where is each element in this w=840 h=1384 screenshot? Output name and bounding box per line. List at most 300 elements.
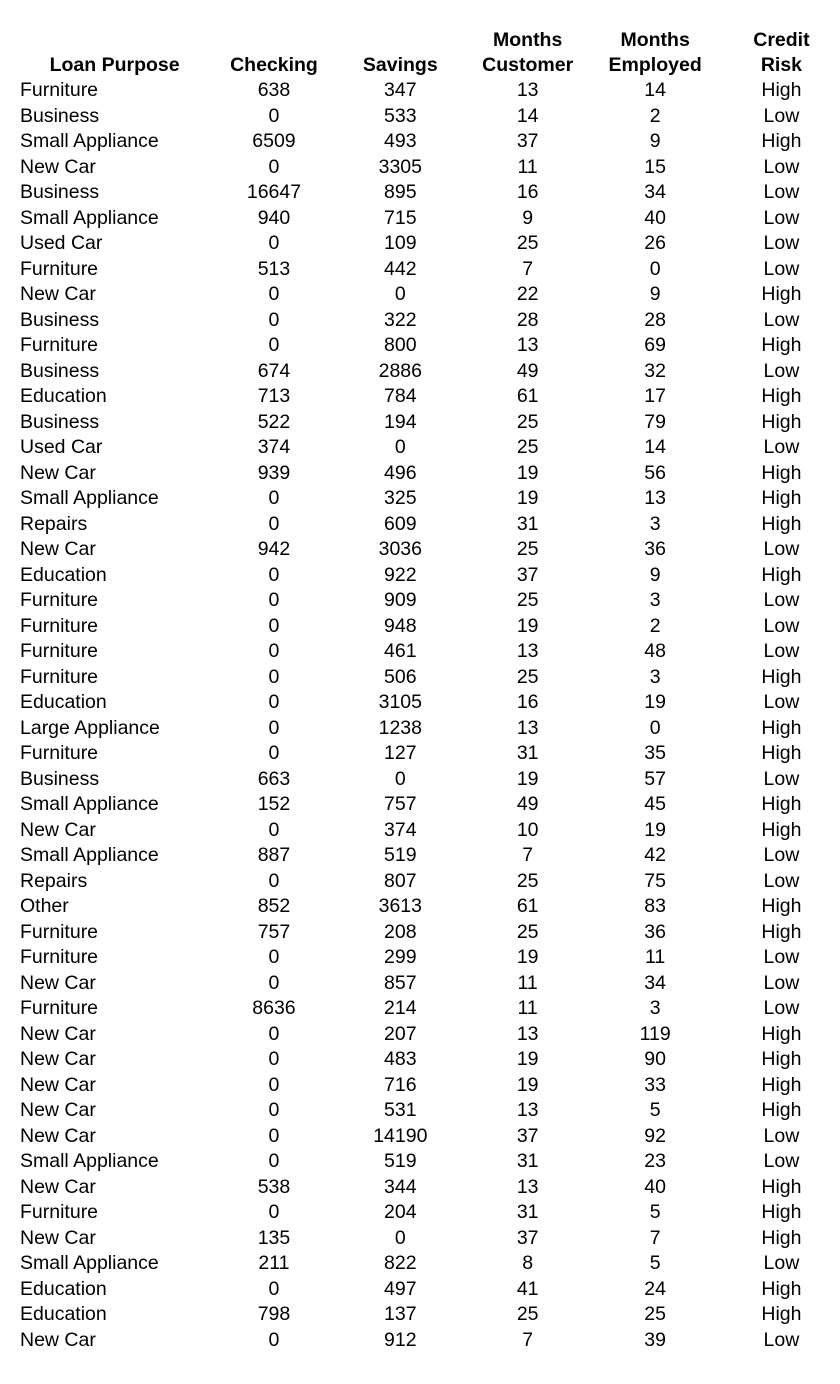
months-employed-cell: 23 <box>644 1150 666 1172</box>
credit-risk-cell: Low <box>763 308 800 331</box>
table-row <box>14 129 840 155</box>
loan-purpose-cell: Furniture <box>20 1201 99 1223</box>
savings-cell: 497 <box>384 1277 417 1300</box>
table-body <box>14 78 840 1353</box>
savings-cell: 14190 <box>373 1124 428 1147</box>
checking-cell: 0 <box>268 334 280 356</box>
table-row <box>14 333 840 359</box>
months-customer-cell: 11 <box>517 997 538 1019</box>
loan-purpose-cell: New Car <box>20 1124 96 1147</box>
checking-cell: 513 <box>257 257 291 280</box>
months-customer-cell: 61 <box>516 385 539 407</box>
months-employed-cell: 45 <box>644 793 666 815</box>
months-employed-cell: 34 <box>644 181 666 203</box>
months-customer-cell: 19 <box>516 767 539 790</box>
loan-purpose-cell: Business <box>20 359 100 382</box>
table-row <box>14 155 840 181</box>
savings-cell: 506 <box>384 665 417 688</box>
header-checking: Checking <box>230 54 318 76</box>
months-employed-cell: 34 <box>644 971 666 994</box>
savings-cell: 299 <box>384 946 417 968</box>
savings-cell: 204 <box>384 1201 417 1223</box>
credit-risk-cell: High <box>761 487 802 509</box>
months-employed-cell: 32 <box>644 359 666 382</box>
loan-purpose-cell: Small Appliance <box>20 1150 159 1172</box>
checking-cell: 638 <box>257 79 291 101</box>
table-row <box>14 1226 840 1252</box>
months-customer-cell: 16 <box>516 181 539 203</box>
months-customer-cell: 10 <box>516 818 539 841</box>
savings-cell: 757 <box>384 793 417 815</box>
loan-purpose-cell: Other <box>20 895 69 917</box>
months-employed-cell: 92 <box>644 1124 666 1147</box>
table-row <box>14 716 840 742</box>
savings-cell: 214 <box>384 997 417 1019</box>
savings-cell: 519 <box>384 1150 417 1172</box>
table-row <box>14 690 840 716</box>
savings-cell: 442 <box>384 257 417 280</box>
months-customer-cell: 13 <box>516 640 539 662</box>
loan-purpose-cell: New Car <box>20 971 96 994</box>
table-row <box>14 945 840 971</box>
savings-cell: 347 <box>384 79 417 101</box>
credit-risk-cell: High <box>761 742 802 764</box>
loan-purpose-cell: Large Appliance <box>20 716 160 739</box>
months-employed-cell: 5 <box>649 1201 661 1223</box>
checking-cell: 0 <box>268 1073 280 1096</box>
months-employed-cell: 25 <box>644 1303 666 1325</box>
savings-cell: 322 <box>384 308 417 331</box>
checking-cell: 674 <box>257 359 291 382</box>
months-customer-cell: 7 <box>522 844 534 866</box>
loan-purpose-cell: Small Appliance <box>20 844 159 866</box>
checking-cell: 0 <box>268 818 280 841</box>
loan-purpose-cell: Business <box>20 181 100 203</box>
table-row <box>14 996 840 1022</box>
loan-purpose-cell: New Car <box>20 461 96 484</box>
table-row <box>14 180 840 206</box>
table-row <box>14 792 840 818</box>
checking-cell: 0 <box>268 308 280 331</box>
checking-cell: 663 <box>257 767 291 790</box>
checking-cell: 939 <box>257 461 291 484</box>
table-row <box>14 359 840 385</box>
months-customer-cell: 13 <box>516 79 539 101</box>
months-employed-cell: 9 <box>649 283 661 305</box>
credit-risk-cell: Low <box>763 232 800 254</box>
table-row <box>14 435 840 461</box>
savings-cell: 0 <box>394 1226 406 1249</box>
checking-cell: 0 <box>268 563 280 586</box>
savings-cell: 716 <box>384 1073 417 1096</box>
months-customer-cell: 37 <box>516 563 539 586</box>
table-row <box>14 206 840 232</box>
checking-cell: 798 <box>257 1303 291 1325</box>
loan-purpose-cell: New Car <box>20 1328 96 1351</box>
loan-purpose-cell: Repairs <box>20 869 88 892</box>
savings-cell: 609 <box>384 512 417 535</box>
loan-purpose-cell: New Car <box>20 1226 96 1249</box>
months-customer-cell: 14 <box>516 104 539 127</box>
table-row <box>14 1175 840 1201</box>
loan-purpose-cell: New Car <box>20 538 96 560</box>
loan-purpose-cell: Education <box>20 563 107 586</box>
months-customer-cell: 37 <box>516 1226 539 1249</box>
credit-risk-cell: High <box>761 130 802 152</box>
table-row <box>14 1149 840 1175</box>
loan-purpose-cell: New Car <box>20 1022 96 1045</box>
header-loan-purpose: Loan Purpose <box>49 54 180 76</box>
checking-cell: 0 <box>268 1201 280 1223</box>
credit-risk-cell: Low <box>763 155 800 178</box>
months-employed-cell: 33 <box>644 1073 666 1096</box>
credit-risk-cell: Low <box>763 538 800 560</box>
months-customer-cell: 31 <box>516 512 539 535</box>
table-row <box>14 1022 840 1048</box>
loan-purpose-cell: New Car <box>20 1048 96 1070</box>
loan-purpose-cell: Repairs <box>20 512 88 535</box>
savings-cell: 519 <box>384 844 417 866</box>
checking-cell: 0 <box>268 869 280 892</box>
months-employed-cell: 36 <box>644 538 666 560</box>
months-customer-cell: 11 <box>517 971 538 994</box>
loan-purpose-cell: Furniture <box>20 334 99 356</box>
checking-cell: 0 <box>268 1022 280 1045</box>
months-employed-cell: 11 <box>645 946 666 968</box>
credit-risk-cell: High <box>761 818 802 841</box>
months-customer-cell: 28 <box>516 308 539 331</box>
credit-risk-cell: Low <box>763 589 800 611</box>
credit-risk-cell: High <box>761 461 802 484</box>
credit-risk-cell: Low <box>763 997 800 1019</box>
months-customer-cell: 7 <box>522 1328 534 1351</box>
months-customer-cell: 25 <box>516 436 539 458</box>
loan-data-table <box>14 28 840 1353</box>
months-employed-cell: 13 <box>644 487 666 509</box>
savings-cell: 2886 <box>378 359 422 382</box>
months-customer-cell: 25 <box>516 1303 539 1325</box>
months-customer-cell: 19 <box>516 614 539 637</box>
credit-risk-cell: High <box>761 1022 802 1045</box>
checking-cell: 538 <box>257 1175 291 1198</box>
months-employed-cell: 2 <box>649 614 661 637</box>
loan-purpose-cell: New Car <box>20 1073 96 1096</box>
months-customer-cell: 31 <box>516 742 539 764</box>
loan-purpose-cell: Furniture <box>20 920 99 943</box>
savings-cell: 325 <box>384 487 417 509</box>
savings-cell: 3105 <box>378 691 422 713</box>
table-row <box>14 614 840 640</box>
loan-purpose-cell: Small Appliance <box>20 1252 159 1274</box>
months-employed-cell: 0 <box>649 257 661 280</box>
months-employed-cell: 19 <box>644 818 666 841</box>
months-employed-cell: 83 <box>644 895 666 917</box>
months-employed-cell: 15 <box>644 155 666 178</box>
credit-risk-cell: Low <box>763 946 800 968</box>
credit-risk-cell: Low <box>763 1124 800 1147</box>
checking-cell: 8636 <box>252 997 296 1019</box>
months-employed-cell: 75 <box>644 869 666 892</box>
months-customer-cell: 37 <box>516 130 539 152</box>
savings-cell: 374 <box>384 818 417 841</box>
months-employed-cell: 0 <box>649 716 661 739</box>
loan-purpose-cell: Education <box>20 1303 107 1325</box>
months-customer-cell: 25 <box>516 538 539 560</box>
savings-cell: 533 <box>384 104 417 127</box>
header-savings: Savings <box>362 54 438 76</box>
months-employed-cell: 79 <box>644 410 666 433</box>
table-row <box>14 741 840 767</box>
months-employed-cell: 7 <box>649 1226 661 1249</box>
months-customer-cell: 7 <box>522 257 534 280</box>
months-employed-cell: 35 <box>644 742 666 764</box>
months-customer-cell: 13 <box>516 1022 539 1045</box>
months-customer-cell: 25 <box>516 920 539 943</box>
savings-cell: 807 <box>384 869 417 892</box>
months-customer-cell: 49 <box>516 793 539 815</box>
loan-purpose-cell: Furniture <box>20 640 99 662</box>
table-row <box>14 1302 840 1328</box>
header-months-employed: Months Employed <box>608 29 702 76</box>
loan-purpose-cell: New Car <box>20 1099 96 1121</box>
months-employed-cell: 48 <box>644 640 666 662</box>
credit-risk-cell: High <box>761 1226 802 1249</box>
table-row <box>14 843 840 869</box>
table-row <box>14 971 840 997</box>
months-customer-cell: 19 <box>516 461 539 484</box>
checking-cell: 0 <box>268 283 280 305</box>
table-row <box>14 1047 840 1073</box>
savings-cell: 461 <box>384 640 417 662</box>
months-customer-cell: 41 <box>516 1277 539 1300</box>
loan-purpose-cell: Business <box>20 308 100 331</box>
checking-cell: 135 <box>257 1226 291 1249</box>
months-employed-cell: 69 <box>644 334 666 356</box>
months-employed-cell: 90 <box>644 1048 666 1070</box>
checking-cell: 152 <box>257 793 291 815</box>
credit-risk-cell: Low <box>763 257 800 280</box>
checking-cell: 757 <box>257 920 291 943</box>
months-employed-cell: 9 <box>649 563 661 586</box>
savings-cell: 715 <box>384 206 417 229</box>
loan-purpose-cell: Small Appliance <box>20 206 159 229</box>
savings-cell: 483 <box>384 1048 417 1070</box>
credit-risk-cell: High <box>761 895 802 917</box>
months-employed-cell: 9 <box>649 130 661 152</box>
months-customer-cell: 13 <box>516 716 539 739</box>
months-employed-cell: 42 <box>644 844 666 866</box>
credit-risk-cell: High <box>761 512 802 535</box>
checking-cell: 0 <box>268 1048 280 1070</box>
months-employed-cell: 3 <box>649 665 661 688</box>
savings-cell: 1238 <box>378 716 422 739</box>
table-row <box>14 894 840 920</box>
credit-risk-cell: Low <box>763 691 800 713</box>
credit-risk-cell: Low <box>763 1252 800 1274</box>
months-customer-cell: 13 <box>516 1175 539 1198</box>
table-row <box>14 639 840 665</box>
months-customer-cell: 25 <box>516 589 539 611</box>
credit-risk-cell: High <box>761 283 802 305</box>
savings-cell: 127 <box>384 742 417 764</box>
credit-risk-cell: High <box>761 1073 802 1096</box>
credit-risk-cell: High <box>761 385 802 407</box>
checking-cell: 0 <box>268 1277 280 1300</box>
checking-cell: 0 <box>268 665 280 688</box>
months-employed-cell: 40 <box>644 1175 666 1198</box>
credit-risk-cell: High <box>761 334 802 356</box>
months-customer-cell: 25 <box>516 410 539 433</box>
checking-cell: 0 <box>268 589 280 611</box>
credit-risk-cell: Low <box>763 869 800 892</box>
table-header <box>14 28 840 78</box>
savings-cell: 344 <box>384 1175 417 1198</box>
table-row <box>14 869 840 895</box>
checking-cell: 0 <box>268 946 280 968</box>
loan-purpose-cell: Used Car <box>20 436 103 458</box>
savings-cell: 0 <box>394 767 406 790</box>
months-customer-cell: 22 <box>516 283 539 305</box>
header-row <box>14 28 840 78</box>
checking-cell: 0 <box>268 640 280 662</box>
table-row <box>14 78 840 104</box>
checking-cell: 0 <box>268 742 280 764</box>
table-row <box>14 1124 840 1150</box>
savings-cell: 531 <box>384 1099 417 1121</box>
credit-risk-cell: High <box>761 1277 802 1300</box>
savings-cell: 909 <box>384 589 417 611</box>
months-customer-cell: 13 <box>516 1099 539 1121</box>
months-employed-cell: 36 <box>644 920 666 943</box>
months-customer-cell: 31 <box>516 1201 539 1223</box>
credit-risk-cell: High <box>761 716 802 739</box>
months-employed-cell: 56 <box>644 461 666 484</box>
credit-risk-cell: Low <box>763 614 800 637</box>
months-employed-cell: 57 <box>644 767 666 790</box>
table-row <box>14 104 840 130</box>
months-customer-cell: 25 <box>516 232 539 254</box>
months-employed-cell: 5 <box>649 1099 661 1121</box>
months-customer-cell: 19 <box>516 946 539 968</box>
months-customer-cell: 31 <box>516 1150 539 1172</box>
checking-cell: 0 <box>268 1150 280 1172</box>
checking-cell: 16647 <box>246 181 302 203</box>
savings-cell: 822 <box>384 1252 417 1274</box>
table-row <box>14 1098 840 1124</box>
savings-cell: 137 <box>384 1303 417 1325</box>
loan-purpose-cell: New Car <box>20 155 96 178</box>
months-employed-cell: 14 <box>644 79 666 101</box>
credit-risk-cell: Low <box>763 1150 800 1172</box>
loan-purpose-cell: Furniture <box>20 257 99 280</box>
loan-purpose-cell: Furniture <box>20 665 99 688</box>
credit-risk-cell: High <box>761 793 802 815</box>
checking-cell: 0 <box>268 487 280 509</box>
months-customer-cell: 25 <box>516 869 539 892</box>
months-customer-cell: 9 <box>522 206 534 229</box>
checking-cell: 0 <box>268 971 280 994</box>
loan-purpose-cell: Education <box>20 385 107 407</box>
header-months-customer: Months Customer <box>482 29 574 76</box>
savings-cell: 0 <box>394 436 406 458</box>
table-row <box>14 767 840 793</box>
months-employed-cell: 3 <box>649 997 661 1019</box>
table-row <box>14 486 840 512</box>
savings-cell: 895 <box>384 181 417 203</box>
months-employed-cell: 40 <box>644 206 666 229</box>
savings-cell: 800 <box>384 334 417 356</box>
checking-cell: 940 <box>257 206 291 229</box>
checking-cell: 374 <box>257 436 291 458</box>
months-employed-cell: 17 <box>644 385 666 407</box>
months-customer-cell: 19 <box>516 1048 539 1070</box>
checking-cell: 0 <box>268 232 280 254</box>
savings-cell: 948 <box>384 614 417 637</box>
table-row <box>14 1277 840 1303</box>
checking-cell: 0 <box>268 691 280 713</box>
table-row <box>14 537 840 563</box>
checking-cell: 211 <box>258 1252 290 1274</box>
checking-cell: 0 <box>268 104 280 127</box>
credit-risk-cell: High <box>761 563 802 586</box>
table-row <box>14 512 840 538</box>
table-row <box>14 384 840 410</box>
checking-cell: 6509 <box>252 130 296 152</box>
checking-cell: 0 <box>268 1124 280 1147</box>
checking-cell: 942 <box>257 538 291 560</box>
loan-purpose-cell: Business <box>20 410 100 433</box>
savings-cell: 493 <box>384 130 417 152</box>
credit-risk-cell: Low <box>763 844 800 866</box>
savings-cell: 208 <box>384 920 417 943</box>
savings-cell: 3036 <box>378 538 422 560</box>
checking-cell: 852 <box>257 895 291 917</box>
loan-purpose-cell: Small Appliance <box>20 487 159 509</box>
table-row <box>14 1251 840 1277</box>
savings-cell: 784 <box>384 385 417 407</box>
checking-cell: 0 <box>268 1099 280 1121</box>
checking-cell: 0 <box>268 614 280 637</box>
credit-risk-cell: High <box>761 920 802 943</box>
table-row <box>14 308 840 334</box>
savings-cell: 194 <box>384 410 417 433</box>
table-row <box>14 410 840 436</box>
table-row <box>14 257 840 283</box>
savings-cell: 0 <box>394 283 406 305</box>
months-employed-cell: 19 <box>644 691 666 713</box>
credit-risk-cell: Low <box>763 1328 800 1351</box>
checking-cell: 713 <box>257 385 291 407</box>
credit-risk-cell: Low <box>763 359 800 382</box>
table-row <box>14 461 840 487</box>
credit-risk-cell: Low <box>763 104 800 127</box>
months-employed-cell: 5 <box>649 1252 661 1274</box>
credit-risk-cell: High <box>761 665 802 688</box>
loan-purpose-cell: Education <box>20 691 107 713</box>
table-row <box>14 1200 840 1226</box>
loan-purpose-cell: Business <box>20 767 100 790</box>
checking-cell: 0 <box>268 155 280 178</box>
months-employed-cell: 24 <box>644 1277 666 1300</box>
header-credit-risk: Credit Risk <box>753 29 810 76</box>
savings-cell: 912 <box>384 1328 417 1351</box>
loan-purpose-cell: Education <box>20 1277 107 1300</box>
credit-risk-cell: Low <box>763 436 800 458</box>
months-customer-cell: 37 <box>516 1124 539 1147</box>
months-employed-cell: 28 <box>644 308 666 331</box>
savings-cell: 496 <box>384 461 417 484</box>
months-employed-cell: 3 <box>649 589 661 611</box>
